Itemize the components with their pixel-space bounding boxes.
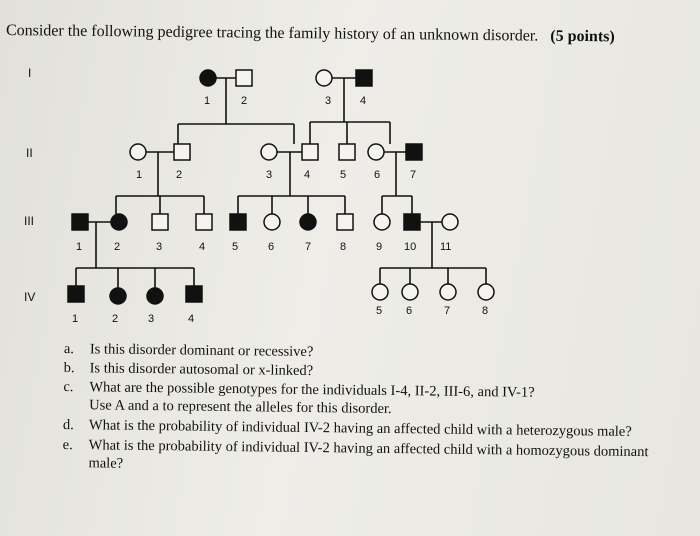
question-c-text: What are the possible genotypes for the individuals I-4, II-2, III-6, and IV-1? [89, 379, 535, 401]
gen3-individual-11-unaffected-female [442, 214, 458, 230]
gen4-individual-7-unaffected-female [440, 284, 456, 300]
gen2-individual-5-unaffected-male [339, 144, 355, 160]
question-e [62, 436, 692, 480]
question-c-text-2: Use A and a to represent the alleles for this disorder. [89, 397, 392, 418]
gen3-individual-2-affected-female [111, 214, 127, 230]
gen2-label-7: 7 [410, 169, 417, 181]
question-a-text: Is this disorder dominant or recessive? [89, 341, 314, 361]
gen3-label-1: 1 [76, 241, 83, 253]
generation-label-1: I [28, 66, 32, 80]
gen3-individual-7-affected-female [300, 214, 316, 230]
gen2-label-2: 2 [176, 169, 183, 181]
gen1-label-4: 4 [360, 95, 367, 107]
gen3-label-3: 3 [156, 241, 163, 253]
question-a-letter: a. [63, 340, 75, 358]
gen1-label-1: 1 [204, 95, 211, 107]
gen2-label-1: 1 [136, 169, 143, 181]
gen4-individual-1-affected-male [68, 286, 84, 302]
gen1-label-2: 2 [241, 95, 248, 107]
gen2-individual-4-unaffected-male [302, 144, 318, 160]
gen2-individual-1-unaffected-female [130, 144, 146, 160]
gen3-individual-6-unaffected-female [264, 214, 280, 230]
gen3-label-9: 9 [376, 241, 383, 253]
heading-text: Consider the following pedigree tracing the family history of an unknown disorder. [5, 22, 539, 45]
gen4-individual-4-affected-male [186, 286, 202, 302]
generation-label-3: III [24, 214, 35, 228]
gen3-individual-9-unaffected-female [374, 214, 390, 230]
gen4-label-7: 7 [444, 305, 451, 317]
gen3-individual-1-affected-male [72, 214, 88, 230]
gen3-label-6: 6 [268, 241, 275, 253]
question-c-letter: c. [63, 378, 74, 396]
question-d-letter: d. [62, 416, 74, 434]
gen4-individual-5-unaffected-female [372, 284, 388, 300]
question-c-body [89, 378, 693, 421]
gen1-label-3: 3 [325, 95, 332, 107]
gen4-label-6: 6 [406, 305, 413, 317]
question-e-letter: e. [62, 436, 73, 454]
gen4-label-1: 1 [72, 313, 79, 325]
gen3-label-11: 11 [440, 241, 452, 253]
gen4-label-5: 5 [376, 305, 383, 317]
generation-label-2: II [26, 146, 33, 160]
gen3-label-8: 8 [340, 241, 347, 253]
question-b-text: Is this disorder autosomal or x-linked? [89, 360, 314, 380]
gen1-individual-2-unaffected-male [236, 70, 252, 86]
gen4-individual-8-unaffected-female [478, 284, 494, 300]
gen4-individual-2-affected-female [110, 288, 126, 304]
gen1-individual-1-affected-female [200, 70, 216, 86]
gen2-individual-2-unaffected-male [174, 144, 190, 160]
gen2-label-5: 5 [340, 169, 347, 181]
gen2-label-4: 4 [304, 169, 311, 181]
question-b-letter: b. [63, 359, 75, 377]
gen3-individual-4-unaffected-male [196, 214, 212, 230]
gen2-label-3: 3 [266, 169, 273, 181]
question-list [62, 340, 694, 481]
gen2-label-6: 6 [374, 169, 381, 181]
gen3-label-10: 10 [404, 241, 417, 253]
gen4-individual-3-affected-female [147, 288, 163, 304]
gen1-individual-4-affected-male [356, 70, 372, 86]
gen3-individual-8-unaffected-male [337, 214, 353, 230]
gen3-label-4: 4 [199, 241, 206, 253]
gen3-label-2: 2 [114, 241, 121, 253]
gen3-label-5: 5 [232, 241, 239, 253]
question-e-text: What is the probability of individual IV-2 having an affected child with a homozygous dominant male? [88, 437, 649, 472]
gen3-label-7: 7 [305, 241, 312, 253]
gen3-individual-10-affected-male [404, 214, 420, 230]
gen2-individual-7-affected-male [406, 144, 422, 160]
gen2-individual-3-unaffected-female [261, 144, 277, 160]
gen4-label-4: 4 [188, 313, 195, 325]
points-label: (5 points) [550, 27, 615, 46]
pedigree-lines [76, 78, 486, 288]
gen3-individual-5-affected-male [230, 214, 246, 230]
gen4-individual-6-unaffected-female [402, 284, 418, 300]
gen4-label-8: 8 [482, 305, 489, 317]
gen4-label-3: 3 [148, 313, 155, 325]
gen1-individual-3-unaffected-female [316, 70, 332, 86]
question-d-text: What is the probability of individual IV-2 having an affected child with a heterozygous male? [88, 417, 632, 440]
gen2-individual-6-unaffected-female [368, 144, 384, 160]
gen4-label-2: 2 [112, 313, 119, 325]
gen3-individual-3-unaffected-male [152, 214, 168, 230]
question-c [63, 378, 693, 422]
generation-label-4: IV [24, 290, 36, 304]
